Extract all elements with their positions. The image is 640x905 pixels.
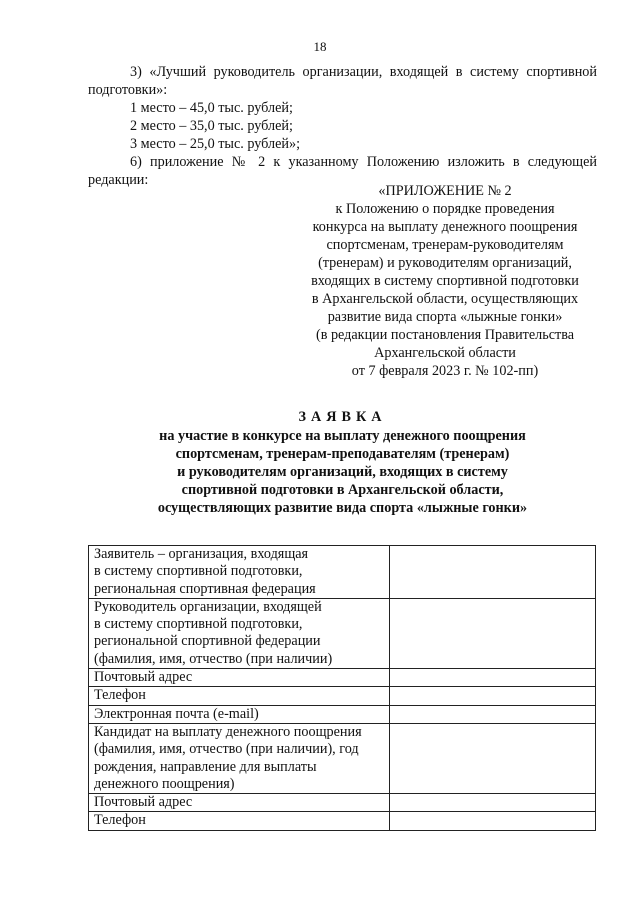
field-label-cell	[89, 669, 390, 687]
field-value-cell[interactable]	[390, 723, 596, 793]
table-row	[89, 598, 596, 668]
field-label-cell	[89, 705, 390, 723]
appendix-line: развитие вида спорта «лыжные гонки»	[327, 309, 563, 325]
table-row	[89, 794, 596, 812]
field-label-line: в систему спортивной подготовки,	[94, 616, 303, 633]
field-label-line: денежного поощрения)	[94, 775, 235, 792]
field-label-cell	[89, 794, 390, 812]
field-label-cell	[89, 812, 390, 830]
form-subtitle-line: на участие в конкурсе на выплату денежного поощрения	[159, 428, 526, 444]
field-label-cell	[89, 723, 390, 793]
appendix-line: конкурса на выплату денежного поощрения	[312, 219, 578, 235]
page-number: 18	[313, 39, 327, 54]
table-row	[89, 812, 596, 830]
field-label-line: (фамилия, имя, отчество (при наличии)	[94, 650, 333, 667]
field-label-cell	[89, 598, 390, 668]
form-subtitle-line: и руководителям организаций, входящих в систему	[177, 464, 508, 480]
form-subtitle-line: осуществляющих развитие вида спорта «лыжные гонки»	[157, 500, 528, 516]
prize-list	[88, 99, 597, 153]
field-label-line: региональная спортивная федерация	[94, 580, 316, 597]
table-row	[89, 705, 596, 723]
appendix-line: спортсменам, тренерам-руководителям	[326, 237, 564, 253]
field-value-cell[interactable]	[390, 705, 596, 723]
application-form-title	[88, 408, 597, 517]
appendix-line: от 7 февраля 2023 г. № 102-пп)	[351, 363, 539, 379]
appendix-line: в Архангельской области, осуществляющих	[311, 291, 579, 307]
appendix-line: Архангельской области	[374, 345, 516, 361]
item-3-text: 3) «Лучший руководитель организации, входящей в систему спортивной подготовки»:	[88, 64, 597, 98]
appendix-line: (в редакции постановления Правительства	[315, 327, 575, 343]
application-form-table	[88, 545, 596, 831]
field-label-line: Заявитель – организация, входящая	[94, 546, 309, 562]
field-label-cell	[89, 546, 390, 599]
appendix-header	[300, 182, 590, 380]
prize-place-2: 2 место – 35,0 тыс. рублей;	[130, 118, 293, 134]
appendix-line: «ПРИЛОЖЕНИЕ № 2	[378, 183, 512, 199]
field-label-line: региональной спортивной федерации	[94, 633, 321, 650]
item-6-text: 6) приложение № 2 к указанному Положению изложить в следующей редакции:	[88, 154, 597, 188]
appendix-line: (тренерам) и руководителям организаций,	[318, 255, 572, 271]
appendix-line: к Положению о порядке проведения	[335, 201, 555, 217]
field-value-cell[interactable]	[390, 669, 596, 687]
field-label-line: Телефон	[94, 812, 146, 829]
prize-place-1: 1 место – 45,0 тыс. рублей;	[130, 100, 293, 116]
appendix-line: входящих в систему спортивной подготовки	[311, 273, 579, 289]
form-heading: ЗАЯВКА	[298, 409, 387, 425]
field-value-cell[interactable]	[390, 598, 596, 668]
table-row	[89, 546, 596, 599]
field-label-line: Кандидат на выплату денежного поощрения	[94, 723, 362, 740]
field-label-line: Почтовый адрес	[94, 794, 193, 811]
form-subtitle-line: спортсменам, тренерам-преподавателям (тренерам)	[175, 446, 510, 462]
table-row	[89, 669, 596, 687]
field-label-line: Телефон	[94, 687, 146, 704]
table-row	[89, 723, 596, 793]
field-value-cell[interactable]	[390, 687, 596, 705]
amendment-item-3	[88, 63, 597, 99]
form-subtitle-line: спортивной подготовки в Архангельской области,	[181, 482, 504, 498]
field-value-cell[interactable]	[390, 812, 596, 830]
table-row	[89, 687, 596, 705]
field-label-line: рождения, направление для выплаты	[94, 758, 317, 775]
field-label-line: в систему спортивной подготовки,	[94, 563, 303, 580]
field-label-cell	[89, 687, 390, 705]
field-label-line: Руководитель организации, входящей	[94, 598, 322, 615]
field-label-line: (фамилия, имя, отчество (при наличии), год	[94, 741, 359, 758]
field-label-line: Электронная почта (e-mail)	[94, 705, 259, 722]
field-label-line: Почтовый адрес	[94, 669, 193, 686]
prize-place-3: 3 место – 25,0 тыс. рублей»;	[130, 136, 301, 152]
field-value-cell[interactable]	[390, 546, 596, 599]
field-value-cell[interactable]	[390, 794, 596, 812]
